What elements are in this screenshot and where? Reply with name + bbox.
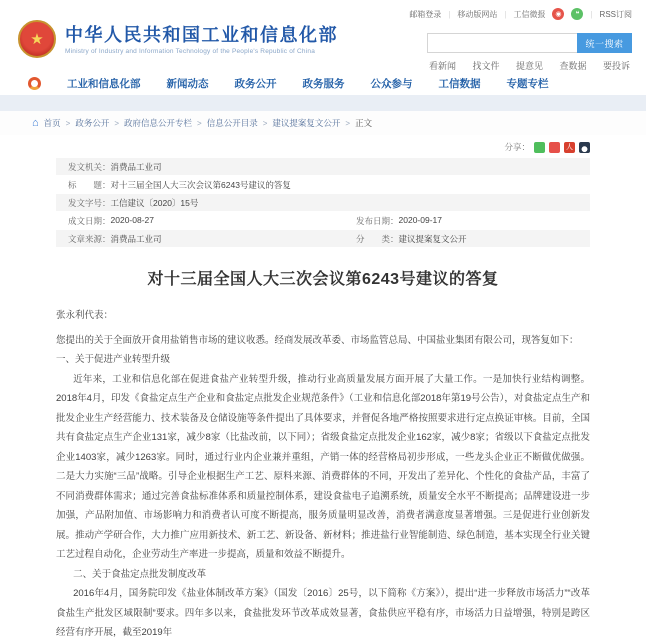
quick-link-news[interactable]: 看新闻 xyxy=(429,61,457,71)
search-area xyxy=(427,33,632,72)
nav-item-miit[interactable]: 工业和信息化部 xyxy=(67,78,141,90)
meta-value: 建议提案复文公开 xyxy=(398,233,467,244)
meta-label: 发文机关： xyxy=(68,161,111,172)
quick-links xyxy=(427,59,632,72)
mobile-site-link[interactable]: 移动版网站 xyxy=(457,9,498,19)
meta-row-issuing-agency xyxy=(56,158,590,175)
meta-value: 消费品工业司 xyxy=(110,161,162,172)
article-content xyxy=(0,138,646,643)
article-paragraph: 张永利代表： xyxy=(56,310,114,321)
main-nav xyxy=(0,72,646,95)
home-icon[interactable]: ⌂ xyxy=(32,117,39,129)
share-weibo-icon[interactable] xyxy=(549,142,560,153)
header-top-links xyxy=(409,8,632,20)
meta-label: 文章来源： xyxy=(68,233,111,244)
article-paragraph: 您提出的关于全面放开食用盐销售市场的建议收悉。经商发展改革委、市场监管总局、中国盐业集团有限公司，现答复如下： xyxy=(56,334,579,346)
nav-item-topics[interactable]: 专题专栏 xyxy=(506,78,549,90)
meta-label: 发布日期： xyxy=(356,215,399,226)
meta-label: 分 类： xyxy=(356,233,399,244)
unified-search-button[interactable]: 统一搜索 xyxy=(577,33,632,53)
breadcrumb-info-column[interactable]: 政府信息公开专栏 xyxy=(124,118,193,128)
wechat-icon[interactable]: ❝ xyxy=(571,8,583,20)
breadcrumb-separator: > xyxy=(197,118,202,128)
search-input[interactable] xyxy=(427,33,577,53)
meta-value: 2020-09-17 xyxy=(398,214,442,225)
breadcrumb xyxy=(0,111,646,135)
mail-login-link[interactable]: 邮箱登录 xyxy=(409,9,442,19)
meta-label: 标 题： xyxy=(68,179,111,190)
meta-value: 消费品工业司 xyxy=(110,233,162,244)
meta-row-source-category xyxy=(56,230,590,247)
nav-item-gov-open[interactable]: 政务公开 xyxy=(234,78,277,90)
article-body xyxy=(56,306,590,643)
divider: | xyxy=(448,9,451,19)
share-row xyxy=(56,138,590,156)
national-emblem-icon: ★ xyxy=(18,20,56,58)
breadcrumb-home[interactable]: 首页 xyxy=(43,118,61,128)
meta-value: 对十三届全国人大三次会议第6243号建议的答复 xyxy=(110,179,291,190)
rss-link[interactable]: RSS订阅 xyxy=(599,9,632,19)
breadcrumb-current: 正文 xyxy=(355,118,373,128)
site-header xyxy=(0,0,646,72)
divider-band xyxy=(0,95,646,111)
nav-item-data[interactable]: 工信数据 xyxy=(438,78,481,90)
breadcrumb-separator: > xyxy=(114,118,120,128)
article-title: 对十三届全国人大三次会议第6243号建议的答复 xyxy=(147,271,499,288)
meta-row-title xyxy=(56,176,590,193)
nav-item-news[interactable]: 新闻动态 xyxy=(166,78,209,90)
nav-logo-icon xyxy=(28,77,41,90)
nav-item-gov-service[interactable]: 政务服务 xyxy=(302,78,345,90)
meta-row-doc-number xyxy=(56,194,590,211)
share-label: 分享： xyxy=(504,142,530,152)
site-subtitle: Ministry of Industry and Information Technology of the People's Republic of China xyxy=(65,47,316,55)
divider: | xyxy=(504,9,507,19)
quick-link-complain[interactable]: 要投诉 xyxy=(602,61,630,71)
quick-link-suggest[interactable]: 提意见 xyxy=(515,61,543,71)
quick-link-data[interactable]: 查数据 xyxy=(559,61,587,71)
breadcrumb-separator: > xyxy=(345,118,351,128)
meta-label: 成文日期： xyxy=(68,215,111,226)
share-wechat-icon[interactable] xyxy=(534,142,545,153)
article-section-heading: 二、关于食盐定点批发制度改革 xyxy=(73,568,207,580)
site-title: 中华人民共和国工业和信息化部 xyxy=(65,24,338,45)
meta-label: 发文字号： xyxy=(68,197,111,208)
breadcrumb-separator: > xyxy=(65,118,71,128)
article-paragraph: 2016年4月，国务院印发《盐业体制改革方案》（国发〔2016〕25号，以下简称《方案》），提出“进一步释放市场活力”“改革食盐生产批发区域限制”要求。四年多以来，食盐批发环节改革成效显著，食盐供应平稳有序，市场活力日益增强，特别是跨区经营有序开展，截至2019年 xyxy=(56,588,590,638)
meta-value: 2020-08-27 xyxy=(110,214,154,225)
article-section-heading: 一、关于促进产业转型升级 xyxy=(56,354,171,365)
breadcrumb-separator: > xyxy=(262,118,268,128)
meta-row-dates xyxy=(56,212,590,229)
document-meta-table xyxy=(56,158,590,247)
breadcrumb-gov-open[interactable]: 政务公开 xyxy=(75,118,110,128)
meta-value: 工信建议〔2020〕15号 xyxy=(110,197,199,208)
weibo-icon[interactable]: ◉ xyxy=(552,8,564,20)
article-paragraph: 近年来，工业和信息化部在促进食盐产业转型升级，推动行业高质量发展方面开展了大量工作。一是加快行业结构调整。2018年4月，印发《食盐定点生产企业和食盐定点批发企业规范条件》（工业和信息化部2018年第19号公告），对食盐定点生产和批发企业生产经营能力、技术装备及仓储设施等条件提出了具体要求，并督促各地严格按照要求进行定点换证审核。目前，全国共有食盐定点生产企业131家，减少8家（比盐改前，以下同）；省级食盐定点批发企业162家，减少8家；省级以下食盐定点批发企业1403家，减少1263家。同时，通过行业内企业兼并重组，产销一体的经营格局初步形成，一些龙头企业正不断做优做强。二是大力实施“三品”战略。引导企业根据生产工艺、原料来源、消费群体的不同，开发出了差异化、个性化的食盐产品，丰富了不同消费群体需求；通过完善食盐标准体系和质量控制体系，建设食盐电子追溯系统，质量安全水平不断提高；品牌建设进一步加强，产品附加值、市场影响力和消费者认可度不断提高，服务质量明显改善，消费者满意度显著增强。三是促进行业创新发展。推动产学研合作，大力推广应用新技术、新工艺、新设备、新材料；推进盐行业智能制造、绿色制造，基本实现全行业关键工艺过程自动化，企业劳动生产率进一步提高，质量和效益不断提升。 xyxy=(56,373,590,560)
divider: | xyxy=(590,9,593,19)
share-people-icon[interactable]: 人 xyxy=(564,142,575,153)
site-logo[interactable] xyxy=(18,20,338,58)
share-qq-icon[interactable] xyxy=(579,142,590,153)
quick-link-files[interactable]: 找文件 xyxy=(472,61,500,71)
gongxin-weibo-link[interactable]: 工信微报 xyxy=(513,9,546,19)
breadcrumb-replies[interactable]: 建议提案复文公开 xyxy=(272,118,341,128)
nav-item-participation[interactable]: 公众参与 xyxy=(370,78,413,90)
breadcrumb-info-catalog[interactable]: 信息公开目录 xyxy=(206,118,258,128)
